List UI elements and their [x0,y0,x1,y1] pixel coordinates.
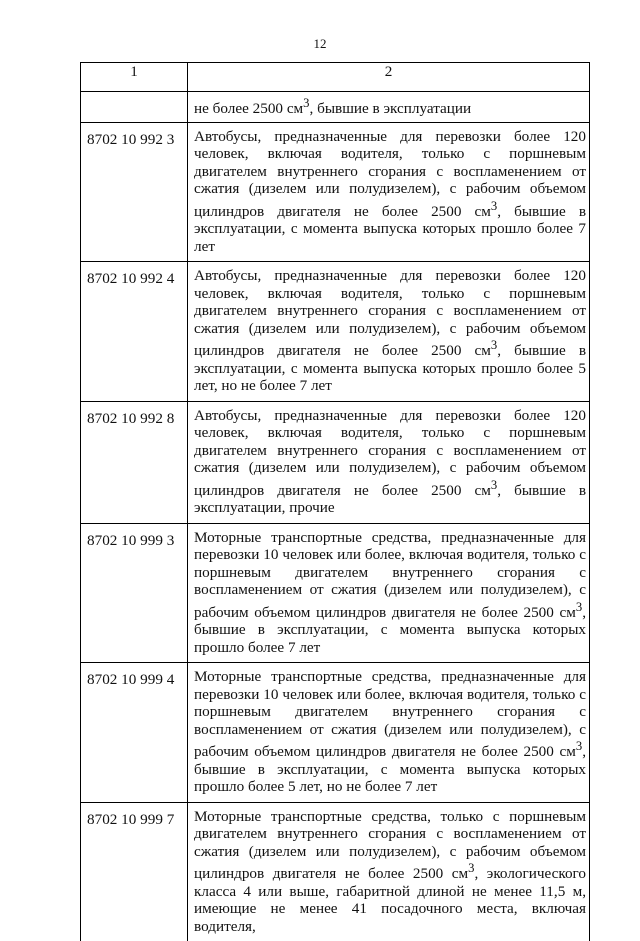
description-text-end: , бывшие в эксплуатации, с момента выпуска которых прошло более 7 лет [194,603,586,656]
description-text: Моторные транспортные средства, только с поршневым двигателем внутреннего сгорания с воспламенением от сжатия (дизелем или полудизелем), с рабочим объемом цилиндров двигателя не более 2500 см [194,807,586,883]
tariff-code-table [80,62,590,941]
table-row [81,802,590,941]
column-header-1: 1 [81,63,188,92]
description-cell [188,401,590,523]
description-text: Моторные транспортные средства, предназначенные для перевозки 10 человек или более, включая водителя, только с поршневым двигателем внутреннего сгорания с воспламенением от сжатия (дизелем или полудизелем), с рабочим объемом цилиндров двигателя не более 2500 см [194,668,586,761]
description-text: Автобусы, предназначенные для перевозки более 120 человек, включая водителя, только с поршневым двигателем внутреннего сгорания с воспламенением от сжатия (дизелем или полудизелем), с рабочим объемом цилиндров двигателя не более 2500 см [194,267,586,360]
tariff-code: 8702 10 999 4 [81,663,188,803]
description-text: Моторные транспортные средства, предназначенные для перевозки 10 человек или более, включая водителя, только с поршневым двигателем внутреннего сгорания с воспламенением от сжатия (дизелем или полудизелем), с рабочим объемом цилиндров двигателя не более 2500 см [194,528,586,621]
tariff-code: 8702 10 999 7 [81,802,188,941]
header-row [81,63,590,92]
continuation-description-cell [188,92,590,123]
table-row [81,262,590,402]
table-row [81,523,590,663]
superscript-3: 3 [490,198,498,213]
description-cell [188,523,590,663]
description-cell [188,802,590,941]
superscript-3: 3 [490,477,498,492]
description-cell [188,663,590,803]
description-text-end: , бывшие в эксплуатации, с момента выпуска которых прошло более 5 лет, но не более 7 лет [194,743,586,796]
page-number: 12 [313,36,327,51]
tariff-code: 8702 10 999 3 [81,523,188,663]
superscript-3: 3 [303,96,310,110]
superscript-3: 3 [490,338,498,353]
description-text-end: , бывшие в эксплуатации, прочие [194,481,587,517]
description-text-end: , экологического класса 4 или выше, габаритной длиной не менее 11,5 м, имеющие не менее 41 посадочного места, включая водителя, [194,865,587,935]
description-text: Автобусы, предназначенные для перевозки более 120 человек, включая водителя, только с поршневым двигателем внутреннего сгорания с воспламенением от сжатия (дизелем или полудизелем), с рабочим объемом цилиндров двигателя не более 2500 см [194,127,586,220]
table-row [81,401,590,523]
continuation-row [81,92,590,123]
column-header-2: 2 [188,63,590,92]
superscript-3: 3 [575,599,583,614]
description-cell [188,262,590,402]
description-text-end: , бывшие в эксплуатации [309,100,472,118]
description-text-end: , бывшие в эксплуатации, с момента выпуска которых прошло более 7 лет [194,202,587,255]
superscript-3: 3 [468,861,475,876]
description-text: не более 2500 см [194,100,304,118]
tariff-code: 8702 10 992 4 [81,262,188,402]
tariff-code: 8702 10 992 3 [81,122,188,262]
description-cell [188,122,590,262]
superscript-3: 3 [575,739,583,754]
description-text: Автобусы, предназначенные для перевозки более 120 человек, включая водителя, только с поршневым двигателем внутреннего сгорания с воспламенением от сжатия (дизелем или полудизелем), с рабочим объемом цилиндров двигателя не более 2500 см [194,406,586,499]
tariff-code: 8702 10 992 8 [81,401,188,523]
description-text-end: , бывшие в эксплуатации, с момента выпуска которых прошло более 5 лет, но не более 7 лет [194,342,587,395]
table-row [81,663,590,803]
continuation-code-cell [81,92,188,123]
table-row [81,122,590,262]
